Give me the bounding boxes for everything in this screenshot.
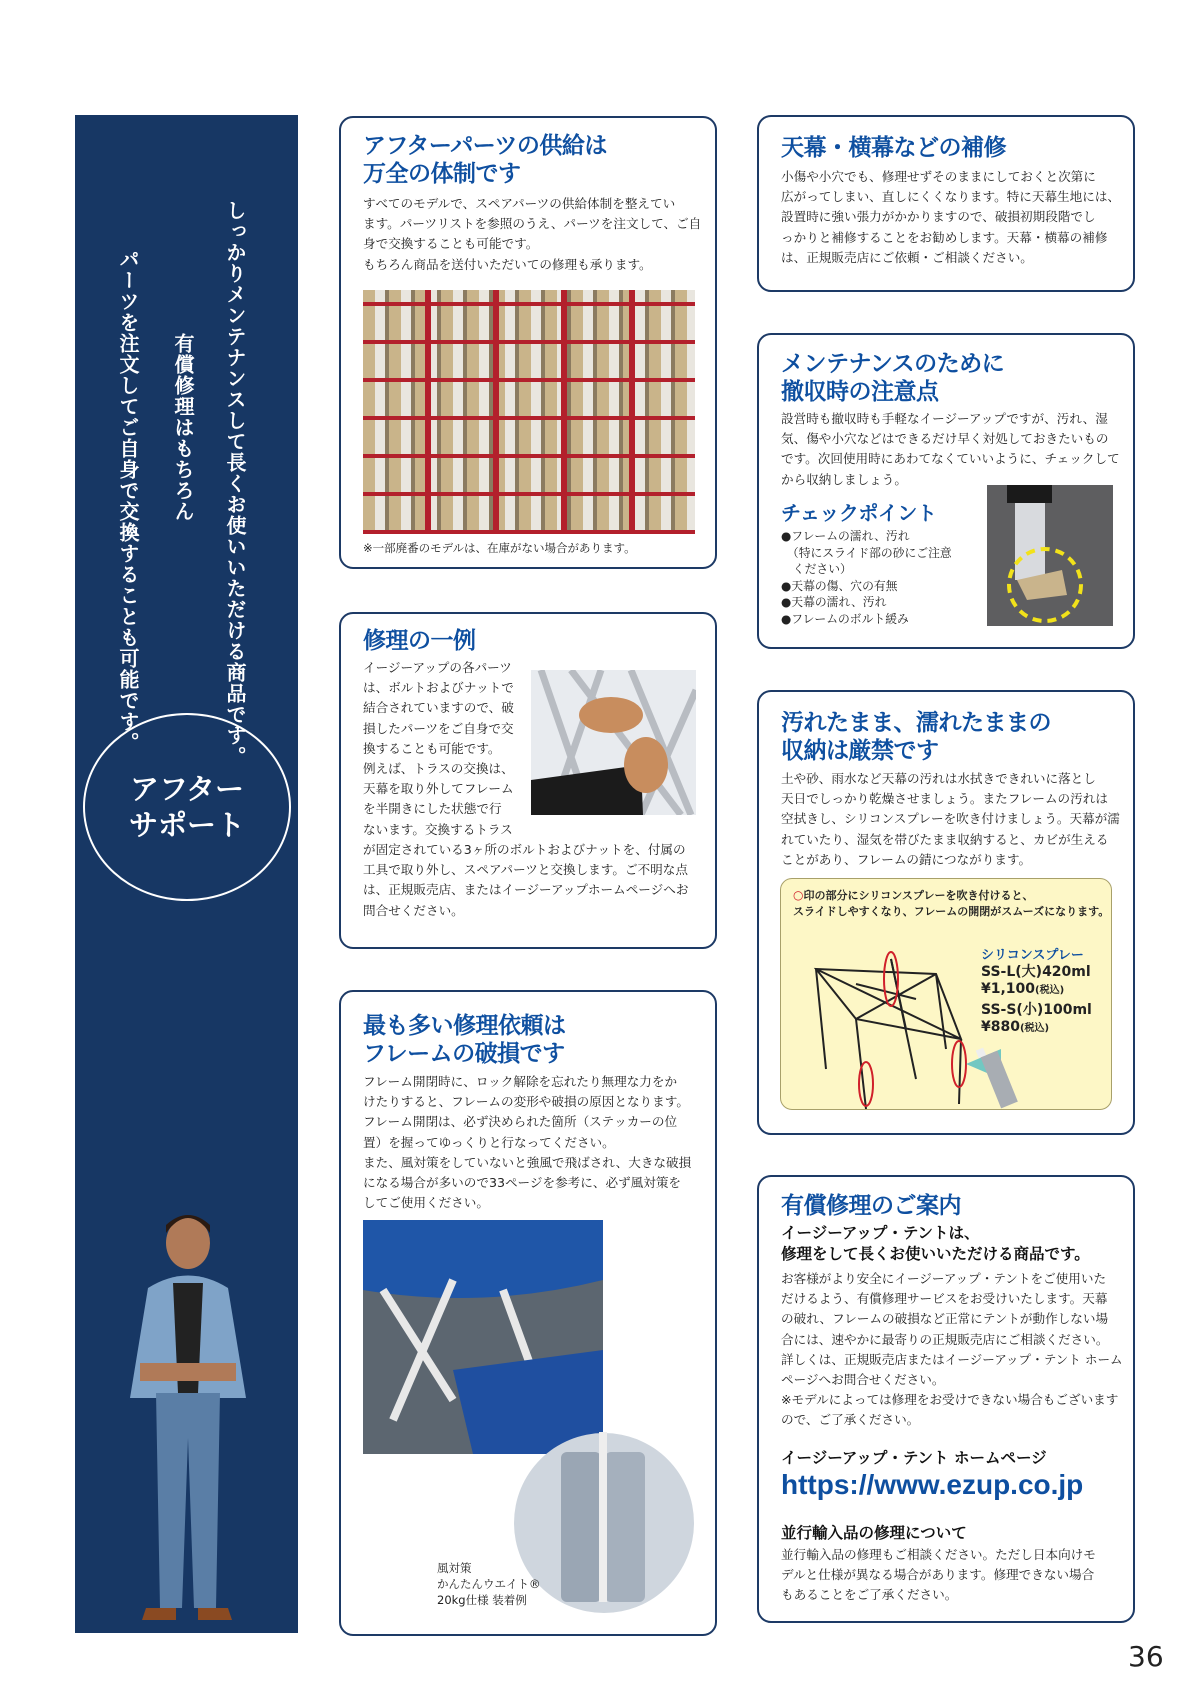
badge-line: アフター	[130, 771, 244, 806]
card-title: アフターパーツの供給は 万全の体制です	[363, 133, 607, 187]
card-body-wide: が固定されている3ヶ所のボルトおよびナットを、付属の 工具で取り外し、スペアパーツと交換します。ご不明な点 は、正規販売店、またはイージーアップホームページへお 問合せください。	[363, 842, 689, 918]
man-photo	[118, 1203, 258, 1635]
check-title: チェックポイント	[781, 501, 937, 525]
card-title: 有償修理のご案内	[781, 1193, 961, 1219]
sidebar-tagline-3: パーツを注文してご自身で交換することも可能です。	[116, 249, 140, 753]
card-title: メンテナンスのために 撤収時の注意点	[781, 351, 1005, 405]
after-support-badge	[83, 713, 291, 901]
sidebar-tagline-1: しっかりメンテナンスして長くお使いいただける商品です。	[223, 200, 247, 767]
truss-repair-photo	[531, 670, 696, 815]
card-body: お客様がより安全にイージーアップ・テントをご使用いた だけるよう、有償修理サービスをお受けいたします。天幕 の破れ、フレームの破損など正常にテントが動作しない場 合には、速やかに最寄りの正規販売店にご相談ください。 詳しくは、正規販売店またはイージーアップ・テント ホーム ページへお問合せください。 ※モデルによっては修理をお受けできない場合もございます ので、ご了承ください。	[781, 1271, 1123, 1428]
card-title: 天幕・横幕などの補修	[781, 135, 1006, 161]
sidebar-tagline-2: 有償修理はもちろん	[171, 333, 195, 522]
card-body: 小傷や小穴でも、修理せずそのままにしておくと次第に 広がってしまい、直しにくくなります。特に天幕生地には、 設置時に強い張力がかかりますので、破損初期段階でし っかりと補修することをお勧めします。天幕・横幕の補修 は、正規販売店にご依頼・ご相談ください。	[781, 169, 1121, 265]
homepage-label: イージーアップ・テント ホームページ	[781, 1449, 1047, 1467]
card-body: フレーム開閉時に、ロック解除を忘れたり無理な力をか けたりすると、フレームの変形や破損の原因となります。 フレーム開閉は、必ず決められた箇所（ステッカーの位 置）を握ってゆっくりと行なってください。 また、風対策をしていないと強風で飛ばされ、大きな破損 になる場合が多いので33ページを参考に、必ず風対策を してご使用ください。	[363, 1074, 692, 1211]
card-note: ※一部廃番のモデルは、在庫がない場合があります。	[363, 541, 636, 555]
paid-repair-card	[757, 1175, 1135, 1623]
red-circle-icon: ○	[793, 888, 804, 902]
import-body: 並行輸入品の修理もご相談ください。ただし日本向けモ デルと仕様が異なる場合があります。修理できない場合 もあることをご了承ください。	[781, 1547, 1096, 1603]
spray-note: ○印の部分にシリコンスプレーを吹き付けると、 スライドしやすくなり、フレームの開閉がスムーズになります。	[793, 888, 1110, 918]
canopy-repair-card	[757, 115, 1135, 292]
parts-supply-card	[339, 116, 717, 569]
card-body-narrow: イージーアップの各パーツ は、ボルトおよびナットで 結合されていますので、破 損したパーツをご自身で交 換することも可能です。 例えば、トラスの交換は、 天幕を取り外してフレーム を半開きにした状態で行 ないます。交換するトラス	[363, 660, 514, 837]
canopy-frame-photo	[363, 1220, 603, 1454]
tent-frame-diagram	[796, 939, 1006, 1109]
teardown-card	[757, 333, 1135, 649]
homepage-link[interactable]: https://www.ezup.co.jp	[781, 1469, 1084, 1500]
badge-line: サポート	[128, 808, 245, 842]
spray-can-icon	[976, 1044, 1026, 1114]
card-subtitle: イージーアップ・テントは、 修理をして長くお使いいただける商品です。	[781, 1224, 1090, 1263]
card-title: 最も多い修理依頼は フレームの破損です	[363, 1013, 566, 1067]
checklist: ●フレームの濡れ、汚れ （特にスライド部の砂にご注意 ください） ●天幕の傷、穴の有無 ●天幕の濡れ、汚れ ●フレームのボルト緩み	[781, 529, 952, 626]
spray-products: シリコンスプレー SS-L(大)420ml ¥1,100(税込) SS-S(小)100ml ¥880(税込)	[981, 948, 1092, 1035]
silicone-spray-panel	[780, 878, 1112, 1110]
card-title: 汚れたまま、濡れたままの 収納は厳禁です	[781, 710, 1051, 764]
card-body: 土や砂、雨水など天幕の汚れは水拭きできれいに落とし 天日でしっかり乾燥させましょう。またフレームの汚れは 空拭きし、シリコンスプレーを吹き付けましょう。天幕が濡 れていたり、湿気を帯びたまま収納すると、カビが生える ことがあり、フレームの錆につながります。	[781, 771, 1120, 867]
import-title: 並行輸入品の修理について	[781, 1524, 967, 1542]
frame-damage-card	[339, 990, 717, 1636]
card-body: すべてのモデルで、スペアパーツの供給体制を整えてい ます。パーツリストを参照のうえ、パーツを注文して、ご自 身で交換することも可能です。 もちろん商品を送付いただいての修理も承ります。	[363, 196, 702, 272]
repair-example-card	[339, 612, 717, 949]
frame-foot-photo	[987, 485, 1113, 626]
page-number: 36	[1128, 1640, 1164, 1673]
weight-caption: 風対策 かんたんウエイト® 20kg仕様 装着例	[437, 1561, 541, 1607]
card-title: 修理の一例	[363, 628, 476, 654]
card-body: 設営時も撤収時も手軽なイージーアップですが、汚れ、湿 気、傷や小穴などはできるだけ早く対処しておきたいもの です。次回使用時にあわてなくていいように、チェックして から収納しましょう。	[781, 411, 1120, 487]
parts-warehouse-photo	[363, 290, 695, 534]
